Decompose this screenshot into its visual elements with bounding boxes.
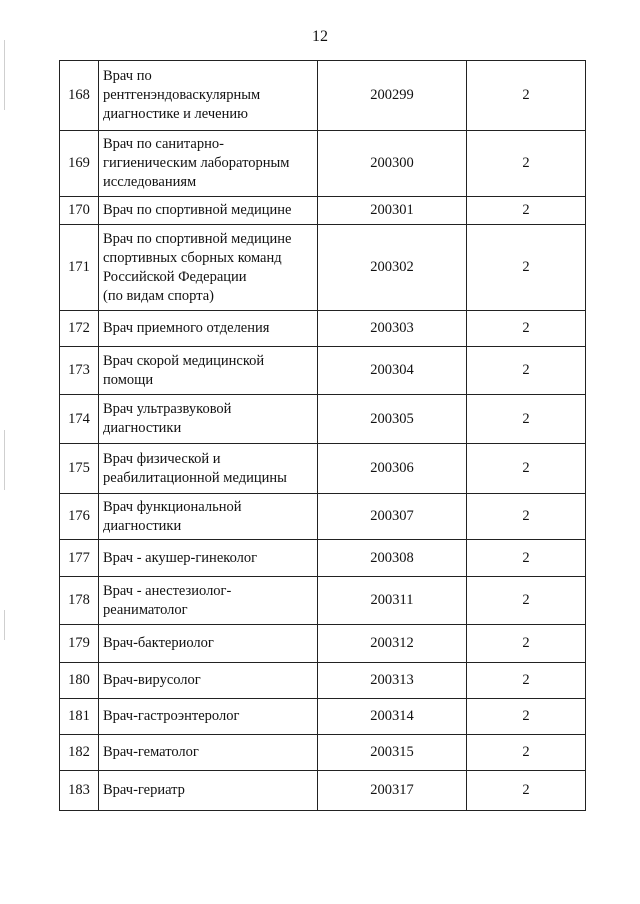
- specialty-name: Врач-гериатр: [99, 771, 318, 811]
- specialty-name: Врач - анестезиолог- реаниматолог: [99, 577, 318, 625]
- specialty-code: 200306: [318, 444, 467, 494]
- row-number: 176: [60, 494, 99, 540]
- specialty-value: 2: [467, 735, 586, 771]
- scan-edge-mark: [4, 430, 5, 490]
- specialty-name: Врач по спортивной медицине: [99, 197, 318, 225]
- table-row: [60, 225, 586, 311]
- specialty-code: 200302: [318, 225, 467, 311]
- specialty-value: 2: [467, 197, 586, 225]
- specialty-name: Врач ультразвуковой диагностики: [99, 395, 318, 444]
- specialty-name: Врач-бактериолог: [99, 625, 318, 663]
- row-number: 177: [60, 540, 99, 577]
- table-row: [60, 131, 586, 197]
- specialty-name: Врач-гастроэнтеролог: [99, 699, 318, 735]
- specialty-value: 2: [467, 61, 586, 131]
- row-number: 178: [60, 577, 99, 625]
- table-row: [60, 625, 586, 663]
- row-number: 181: [60, 699, 99, 735]
- specialty-code: 200305: [318, 395, 467, 444]
- table-row: [60, 395, 586, 444]
- row-number: 174: [60, 395, 99, 444]
- specialty-value: 2: [467, 577, 586, 625]
- specialty-code: 200303: [318, 311, 467, 347]
- row-number: 183: [60, 771, 99, 811]
- table-row: [60, 444, 586, 494]
- row-number: 168: [60, 61, 99, 131]
- table-row: [60, 347, 586, 395]
- row-number: 171: [60, 225, 99, 311]
- specialty-name: Врач скорой медицинской помощи: [99, 347, 318, 395]
- specialty-value: 2: [467, 663, 586, 699]
- row-number: 182: [60, 735, 99, 771]
- specialty-code: 200315: [318, 735, 467, 771]
- specialty-code: 200300: [318, 131, 467, 197]
- specialty-value: 2: [467, 699, 586, 735]
- specialty-table-body: [60, 61, 586, 811]
- specialty-name: Врач-вирусолог: [99, 663, 318, 699]
- row-number: 180: [60, 663, 99, 699]
- row-number: 173: [60, 347, 99, 395]
- specialty-name: Врач - акушер-гинеколог: [99, 540, 318, 577]
- table-row: [60, 699, 586, 735]
- specialty-value: 2: [467, 494, 586, 540]
- specialty-value: 2: [467, 771, 586, 811]
- specialty-name: Врач по рентгенэндоваскулярным диагностике и лечению: [99, 61, 318, 131]
- specialty-table: [59, 60, 586, 811]
- row-number: 169: [60, 131, 99, 197]
- page-number: 12: [312, 28, 328, 45]
- scan-edge-mark: [4, 40, 5, 110]
- specialty-value: 2: [467, 395, 586, 444]
- specialty-code: 200308: [318, 540, 467, 577]
- specialty-value: 2: [467, 347, 586, 395]
- row-number: 172: [60, 311, 99, 347]
- table-row: [60, 61, 586, 131]
- scan-edge-mark: [4, 610, 5, 640]
- table-row: [60, 494, 586, 540]
- specialty-value: 2: [467, 444, 586, 494]
- row-number: 175: [60, 444, 99, 494]
- specialty-name: Врач-гематолог: [99, 735, 318, 771]
- specialty-code: 200313: [318, 663, 467, 699]
- specialty-code: 200301: [318, 197, 467, 225]
- specialty-value: 2: [467, 131, 586, 197]
- specialty-name: Врач по спортивной медицине спортивных сборных команд Российской Федерации (по видам спорта): [99, 225, 318, 311]
- specialty-name: Врач по санитарно- гигиеническим лабораторным исследованиям: [99, 131, 318, 197]
- table-row: [60, 577, 586, 625]
- specialty-code: 200312: [318, 625, 467, 663]
- specialty-value: 2: [467, 540, 586, 577]
- specialty-code: 200299: [318, 61, 467, 131]
- specialty-code: 200304: [318, 347, 467, 395]
- specialty-code: 200307: [318, 494, 467, 540]
- specialty-code: 200311: [318, 577, 467, 625]
- specialty-code: 200317: [318, 771, 467, 811]
- specialty-name: Врач физической и реабилитационной медицины: [99, 444, 318, 494]
- table-row: [60, 311, 586, 347]
- table-row: [60, 735, 586, 771]
- row-number: 170: [60, 197, 99, 225]
- table-row: [60, 540, 586, 577]
- specialty-value: 2: [467, 225, 586, 311]
- row-number: 179: [60, 625, 99, 663]
- table-row: [60, 197, 586, 225]
- specialty-name: Врач приемного отделения: [99, 311, 318, 347]
- specialty-code: 200314: [318, 699, 467, 735]
- table-row: [60, 663, 586, 699]
- table-row: [60, 771, 586, 811]
- specialty-value: 2: [467, 311, 586, 347]
- specialty-name: Врач функциональной диагностики: [99, 494, 318, 540]
- specialty-value: 2: [467, 625, 586, 663]
